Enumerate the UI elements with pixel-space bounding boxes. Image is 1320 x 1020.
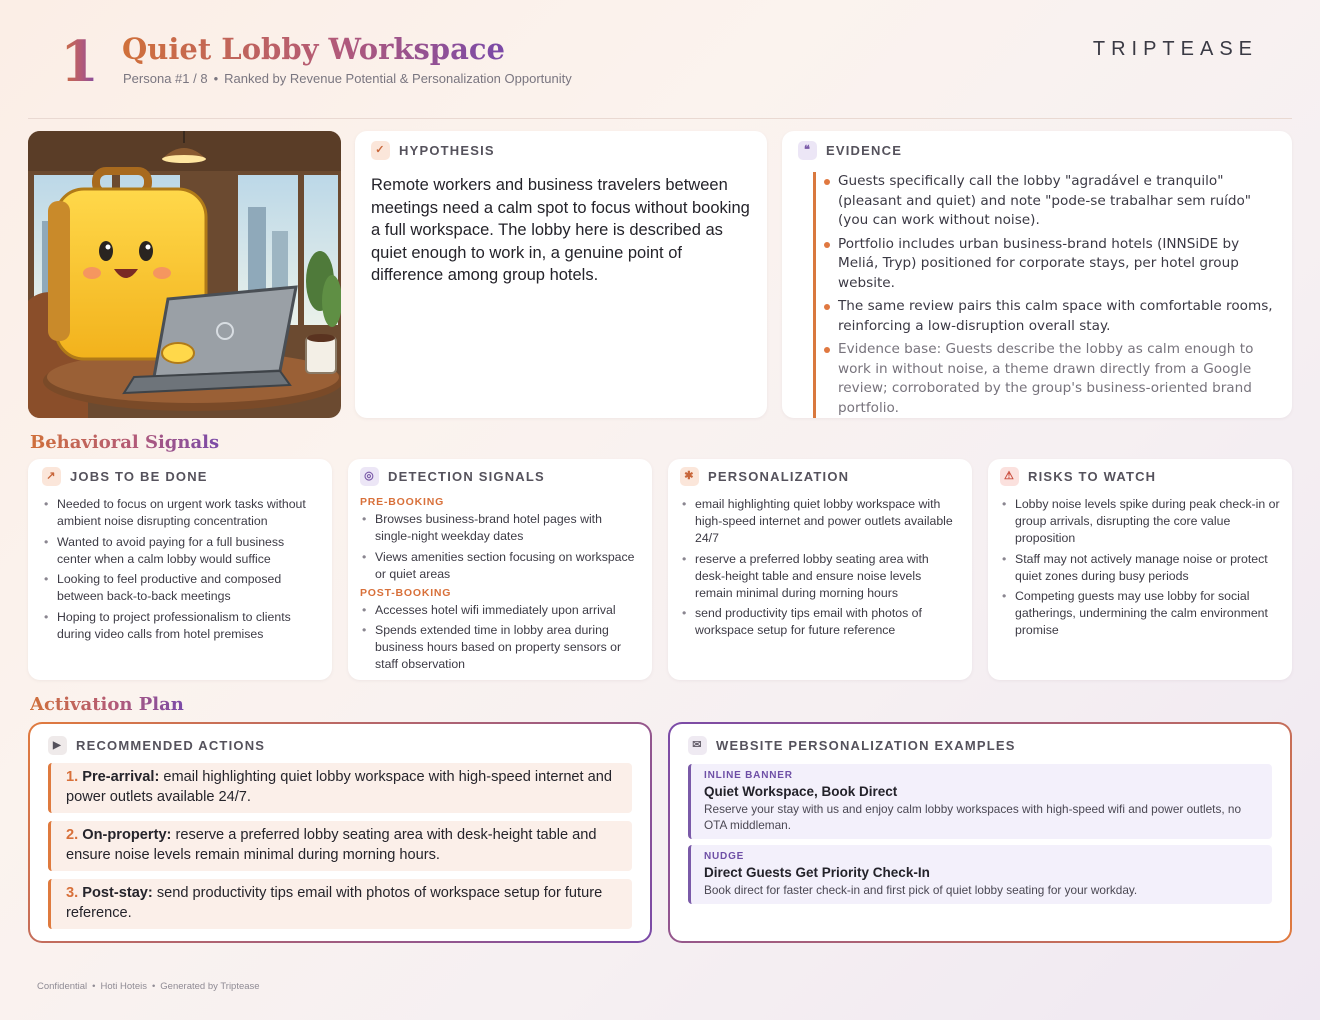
pre-booking-list	[360, 511, 640, 583]
action-label: Pre-arrival:	[82, 769, 160, 785]
recommended-actions-header	[48, 736, 632, 755]
example-body: Book direct for faster check-in and first pick of quiet lobby seating for your workday.	[704, 883, 1138, 897]
list-item: • Looking to feel productive and composed between back-to-back meetings	[42, 571, 318, 605]
quote-icon: ❝	[798, 141, 817, 160]
evidence-heading: EVIDENCE	[826, 143, 903, 158]
hypothesis-text: Remote workers and business travelers between meetings need a calm spot to focus without booking a full workspace. The lobby here is described as quiet enough to work in, a genuine point of difference among group hotels.	[371, 176, 750, 285]
arrow-up-right-icon: ↗	[42, 467, 61, 486]
personalization-heading: PERSONALIZATION	[708, 469, 850, 484]
action-number: 3.	[66, 885, 79, 901]
list-item: • Hoping to project professionalism to clients during video calls from hotel premises	[42, 609, 318, 643]
action-number: 2.	[66, 827, 79, 843]
list-item: • Spends extended time in lobby area during business hours based on property sensors or staff observation	[360, 622, 640, 673]
pre-booking-label: PRE-BOOKING	[360, 496, 445, 508]
action-item-pre-arrival	[48, 763, 632, 813]
brand-logo: TRIPTEASE	[1092, 38, 1258, 60]
list-item: • Lobby noise levels spike during peak check-in or group arrivals, disrupting the core value proposition	[1000, 496, 1280, 547]
evidence-header	[798, 141, 1276, 160]
hypothesis-heading: HYPOTHESIS	[399, 143, 495, 158]
personalization-header	[680, 467, 960, 486]
jobs-heading: JOBS TO BE DONE	[70, 469, 208, 484]
persona-illustration	[28, 131, 341, 418]
footer-client: Hoti Hoteis	[100, 981, 147, 992]
behavioral-signals-title: Behavioral Signals	[30, 432, 220, 453]
list-item: • Browses business-brand hotel pages with single-night weekday dates	[360, 511, 640, 545]
evidence-card	[782, 131, 1292, 418]
check-icon: ✓	[371, 141, 390, 160]
example-title: Quiet Workspace, Book Direct	[704, 784, 898, 799]
evidence-item: Portfolio includes urban business-brand hotels (INNSiDE by Meliá, Tryp) positioned for corporate stays, per hotel group website.	[838, 235, 1276, 294]
persona-rank: 1	[60, 29, 99, 95]
action-item-post-stay	[48, 879, 632, 929]
detection-heading: DETECTION SIGNALS	[388, 469, 545, 484]
evidence-list	[813, 172, 1276, 418]
footer-generated: Generated by Triptease	[160, 981, 260, 992]
personalization-list	[680, 496, 960, 639]
list-item: • Needed to focus on urgent work tasks without ambient noise disrupting concentration	[42, 496, 318, 530]
list-item: • reserve a preferred lobby seating area with desk-height table and ensure noise levels remain minimal during morning hours	[680, 551, 960, 602]
example-nudge	[688, 845, 1272, 904]
activation-plan-title: Activation Plan	[30, 694, 184, 715]
action-text: email highlighting quiet lobby workspace with high-speed internet and power outlets available 24/7.	[66, 769, 613, 805]
footer: Confidential • Hoti Hoteis • Generated by Triptease	[37, 981, 260, 992]
website-personalization-panel	[668, 722, 1292, 943]
sparkle-icon: ✱	[680, 467, 699, 486]
detection-header	[360, 467, 640, 486]
jobs-header	[42, 467, 318, 486]
list-item: • Staff may not actively manage noise or protect quiet zones during busy periods	[1000, 551, 1280, 585]
post-booking-list	[360, 602, 640, 674]
evidence-item: Guests specifically call the lobby "agradável e tranquilo" (pleasant and quiet) and note "pode-se trabalhar sem ruído" (you can work without noise).	[838, 172, 1276, 231]
jobs-list	[42, 496, 318, 643]
jobs-card	[28, 459, 332, 680]
personalization-card	[668, 459, 972, 680]
detection-card	[348, 459, 652, 680]
list-item: • email highlighting quiet lobby workspace with high-speed internet and power outlets available 24/7	[680, 496, 960, 547]
footer-confidential: Confidential	[37, 981, 88, 992]
example-body: Reserve your stay with us and enjoy calm lobby workspaces with high-speed wifi and power outlets, no OTA middleman.	[704, 802, 1242, 832]
website-personalization-heading: WEBSITE PERSONALIZATION EXAMPLES	[716, 738, 1016, 753]
list-item: • Accesses hotel wifi immediately upon arrival	[360, 602, 640, 619]
example-title: Direct Guests Get Priority Check-In	[704, 865, 930, 880]
example-inline-banner	[688, 764, 1272, 839]
play-icon: ▶	[48, 736, 67, 755]
action-text: reserve a preferred lobby seating area with desk-height table and ensure noise levels remain minimal during morning hours.	[66, 827, 597, 863]
list-item: • Competing guests may use lobby for social gatherings, undermining the calm environment promise	[1000, 588, 1280, 639]
ranking-note: Ranked by Revenue Potential & Personalization Opportunity	[224, 71, 572, 86]
website-personalization-header	[688, 736, 1272, 755]
page-subtitle: Persona #1 / 8 • Ranked by Revenue Potential & Personalization Opportunity	[123, 71, 572, 86]
recommended-actions-panel	[28, 722, 652, 943]
post-booking-label: POST-BOOKING	[360, 586, 452, 599]
hypothesis-card	[355, 131, 767, 418]
action-label: Post-stay:	[82, 885, 153, 901]
target-icon: ◎	[360, 467, 379, 486]
evidence-item: The same review pairs this calm space with comfortable rooms, reinforcing a low-disruption overall stay.	[838, 297, 1276, 336]
action-number: 1.	[66, 769, 79, 785]
mail-icon: ✉	[688, 736, 707, 755]
risks-card	[988, 459, 1292, 680]
evidence-base-item: Evidence base: Guests describe the lobby as calm enough to work in without noise, a theme drawn directly from a Google review; corroborated by the group's business-oriented brand portfolio.	[838, 340, 1276, 418]
list-item: • send productivity tips email with photos of workspace setup for future reference	[680, 605, 960, 639]
list-item: • Views amenities section focusing on workspace or quiet areas	[360, 549, 640, 583]
action-label: On-property:	[82, 827, 172, 843]
example-tag: INLINE BANNER	[704, 770, 793, 781]
example-tag: NUDGE	[704, 851, 745, 862]
risks-header	[1000, 467, 1280, 486]
warning-icon: ⚠	[1000, 467, 1019, 486]
recommended-actions-heading: RECOMMENDED ACTIONS	[76, 738, 266, 753]
action-item-on-property	[48, 821, 632, 871]
page-title: Quiet Lobby Workspace	[122, 32, 505, 66]
risks-heading: RISKS TO WATCH	[1028, 469, 1157, 484]
header-divider	[28, 118, 1292, 119]
action-text: send productivity tips email with photos of workspace setup for future reference.	[66, 885, 603, 921]
hypothesis-header	[371, 141, 751, 160]
list-item: • Wanted to avoid paying for a full business center when a calm lobby would suffice	[42, 534, 318, 568]
persona-label: Persona #1 / 8	[123, 71, 208, 86]
suitcase-laptop-illustration	[28, 131, 341, 418]
risks-list	[1000, 496, 1280, 639]
